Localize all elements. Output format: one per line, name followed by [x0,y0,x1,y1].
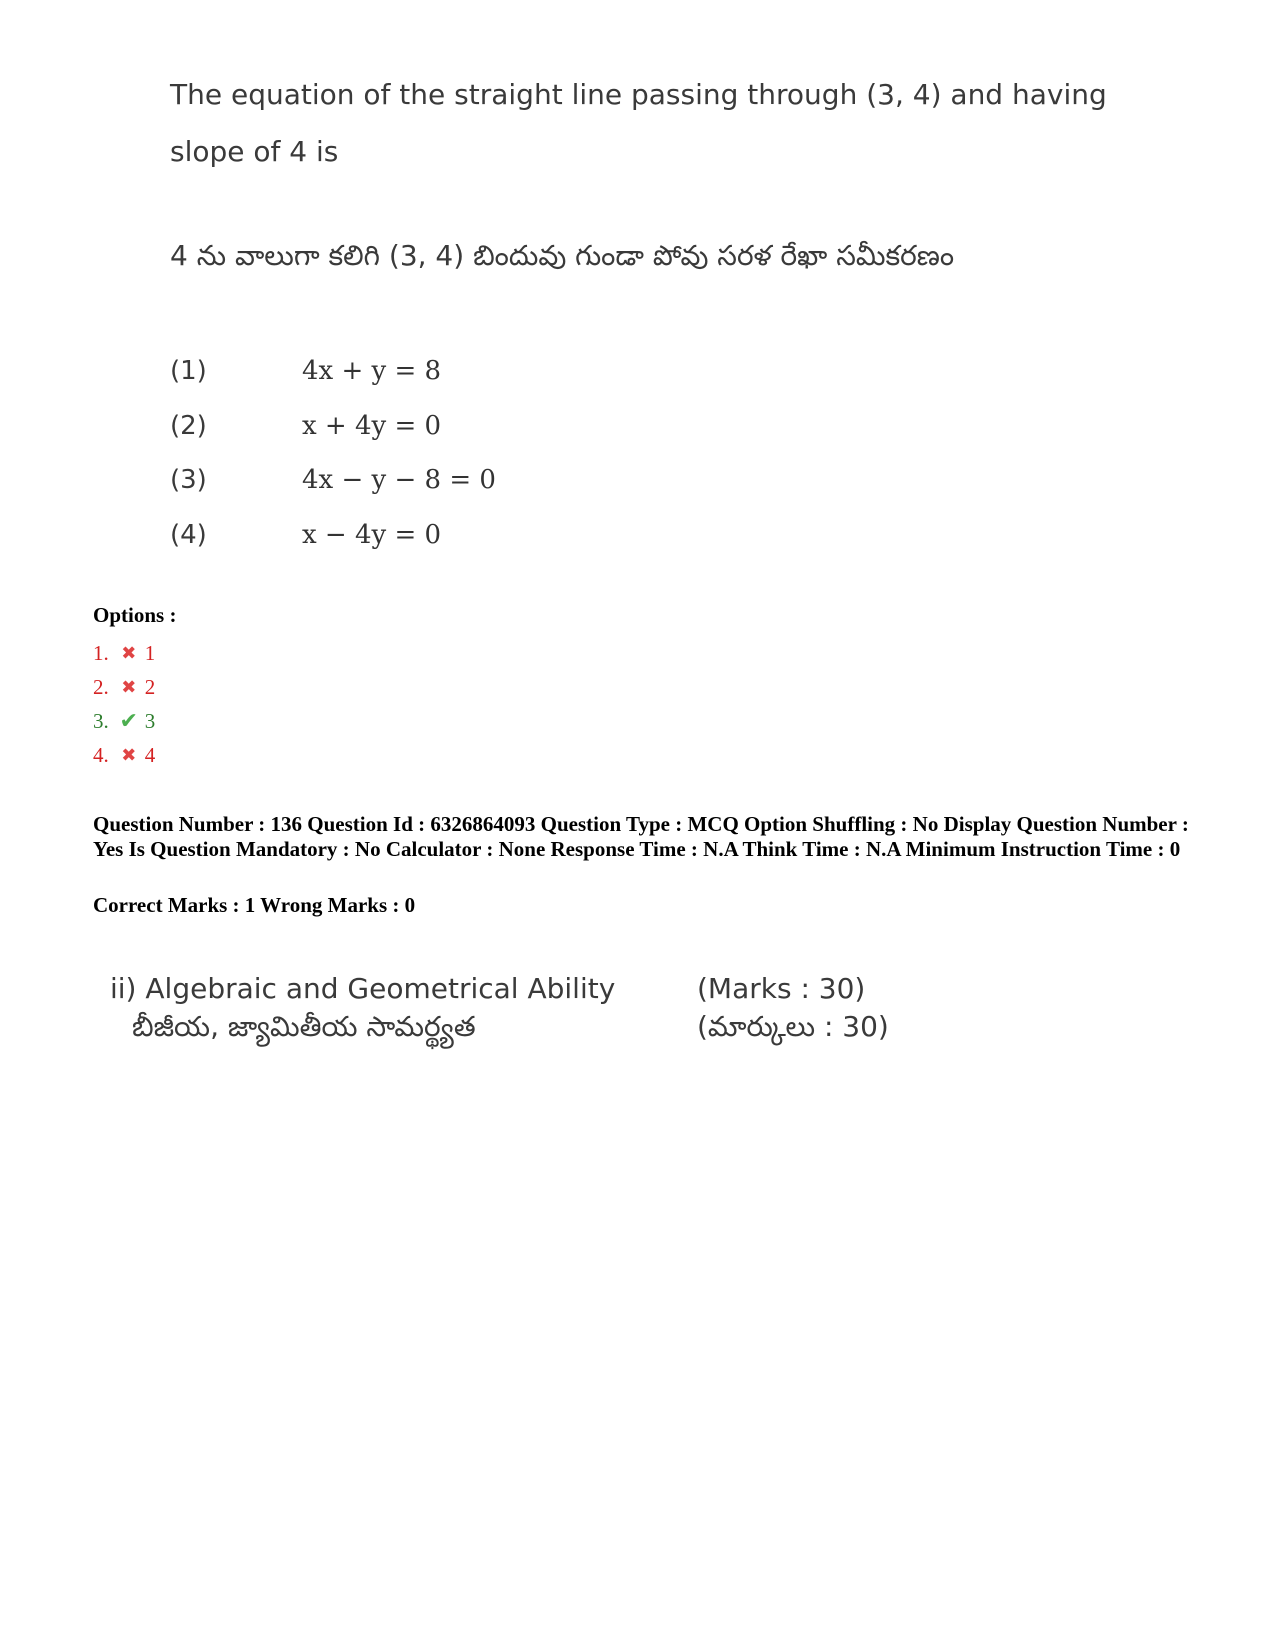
question-text-english: The equation of the straight line passing through (3, 4) and having slope of 4 is [170,78,1107,168]
section-title-telugu: బీజీయ, జ్యామితీయ సామర్థ్యత [132,1010,476,1043]
choice-number: (2) [170,410,207,441]
question-metadata: Question Number : 136 Question Id : 6326864093 Question Type : MCQ Option Shuffling : No Display Question Number : Yes Is Question Mandatory : No Calculator : None Response Time : N.A Think Time : N.A Minimum Instruction Time : 0 [93,812,1189,861]
choice-number: (1) [170,356,207,386]
options-label: Options : [93,603,177,627]
check-icon: ✔ [119,708,138,733]
cross-icon: ✖ [121,676,137,697]
option-4 [93,738,155,772]
section-marks-telugu: (మార్కులు : 30) [697,1010,889,1043]
option-1 [93,636,155,670]
choice-equation: x + 4y = 0 [302,410,442,441]
section-marks [697,970,889,1046]
option-index: 2. [93,674,109,699]
option-index: 1. [93,640,109,665]
section-title-english: ii) Algebraic and Geometrical Ability [110,972,616,1005]
choice-equation: 4x − y − 8 = 0 [302,465,496,495]
option-value: 1 [144,640,156,665]
cross-icon: ✖ [121,744,137,765]
choice-number: (4) [170,519,207,550]
question-text-telugu: 4 ను వాలుగా కలిగి (3, 4) బిందువు గుండా పోవు సరళ రేఖా సమీకరణం [170,239,955,272]
marks-info: Correct Marks : 1 Wrong Marks : 0 [93,893,416,917]
option-value: 4 [144,742,156,767]
choice-number: (3) [170,465,207,495]
option-3 [93,704,155,738]
cross-icon: ✖ [121,642,137,663]
section-heading [110,970,615,1046]
choice-equation: 4x + y = 8 [302,356,442,386]
option-2 [93,670,155,704]
option-value: 3 [144,708,156,733]
section-marks-english: (Marks : 30) [697,972,866,1005]
choice-equation: x − 4y = 0 [302,519,442,550]
options-list [93,636,155,772]
option-index: 3. [93,708,109,733]
option-index: 4. [93,742,109,767]
option-value: 2 [144,674,156,699]
